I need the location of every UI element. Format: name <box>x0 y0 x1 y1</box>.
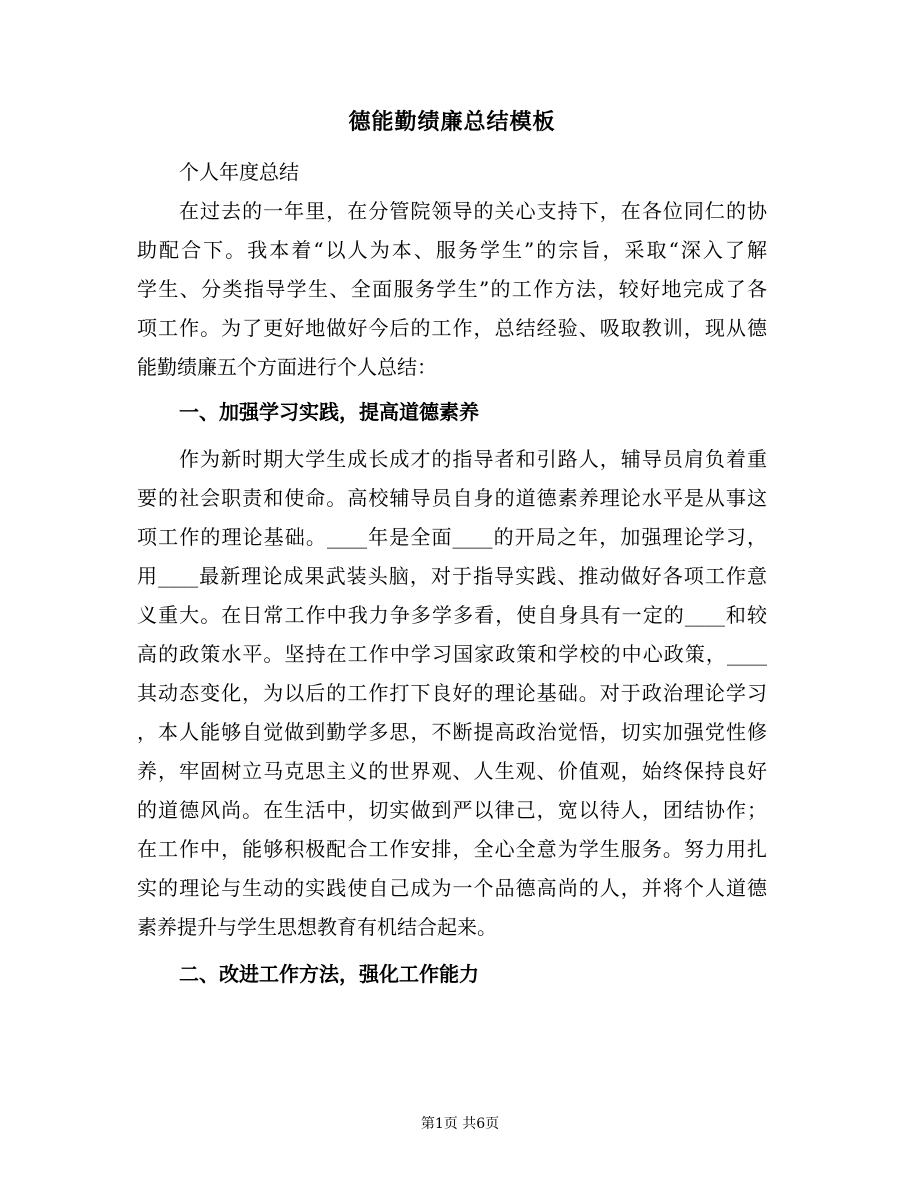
document-subtitle: 个人年度总结 <box>179 160 299 184</box>
section1-line: 的道德风尚。在生活中，切实做到严以律己，宽以待人，团结协作； <box>137 798 767 822</box>
section1-line: 素养提升与学生思想教育有机结合起来。 <box>137 915 497 939</box>
section1-line: 养，牢固树立马克思主义的世界观、人生观、价值观，始终保持良好 <box>137 759 767 783</box>
section1-line: 项工作的理论基础。____年是全面____的开局之年，加强理论学习， <box>137 525 767 549</box>
page-number: 第1页 共6页 <box>420 1116 500 1132</box>
section1-line: 要的社会职责和使命。高校辅导员自身的道德素养理论水平是从事这 <box>137 486 767 510</box>
section1-line: 在工作中，能够积极配合工作安排，全心全意为学生服务。努力用扎 <box>137 837 767 861</box>
intro-line: 在过去的一年里，在分管院领导的关心支持下，在各位同仁的协 <box>179 199 767 223</box>
section1-line: 其动态变化，为以后的工作打下良好的理论基础。对于政治理论学习 <box>137 681 767 705</box>
document-body <box>137 106 767 1002</box>
section1-line: 义重大。在日常工作中我力争多学多看，使自身具有一定的____和较 <box>137 603 767 627</box>
intro-line: 助配合下。我本着“以人为本、服务学生”的宗旨，采取“深入了解 <box>137 238 767 262</box>
intro-line: 能勤绩廉五个方面进行个人总结： <box>137 355 437 379</box>
intro-paragraph <box>137 192 767 387</box>
section1-line: 实的理论与生动的实践使自己成为一个品德高尚的人，并将个人道德 <box>137 876 767 900</box>
intro-line: 学生、分类指导学生、全面服务学生”的工作方法，较好地完成了各 <box>137 277 767 301</box>
section1-line: 高的政策水平。坚持在工作中学习国家政策和学校的中心政策，____ <box>137 642 767 666</box>
section1-line: 用____最新理论成果武装头脑，对于指导实践、推动做好各项工作意 <box>137 564 767 588</box>
intro-line: 项工作。为了更好地做好今后的工作，总结经验、吸取教训，现从德 <box>137 316 767 340</box>
section1-line: 作为新时期大学生成长成才的指导者和引路人，辅导员肩负着重 <box>179 447 767 471</box>
section1-paragraph <box>137 440 767 947</box>
section-heading-1: 一、加强学习实践，提高道德素养 <box>179 400 479 424</box>
document-title: 德能勤绩廉总结模板 <box>348 109 556 135</box>
section1-line: ，本人能够自觉做到勤学多思，不断提高政治觉悟，切实加强党性修 <box>137 720 767 744</box>
section-heading-2: 二、改进工作方法，强化工作能力 <box>179 962 479 986</box>
